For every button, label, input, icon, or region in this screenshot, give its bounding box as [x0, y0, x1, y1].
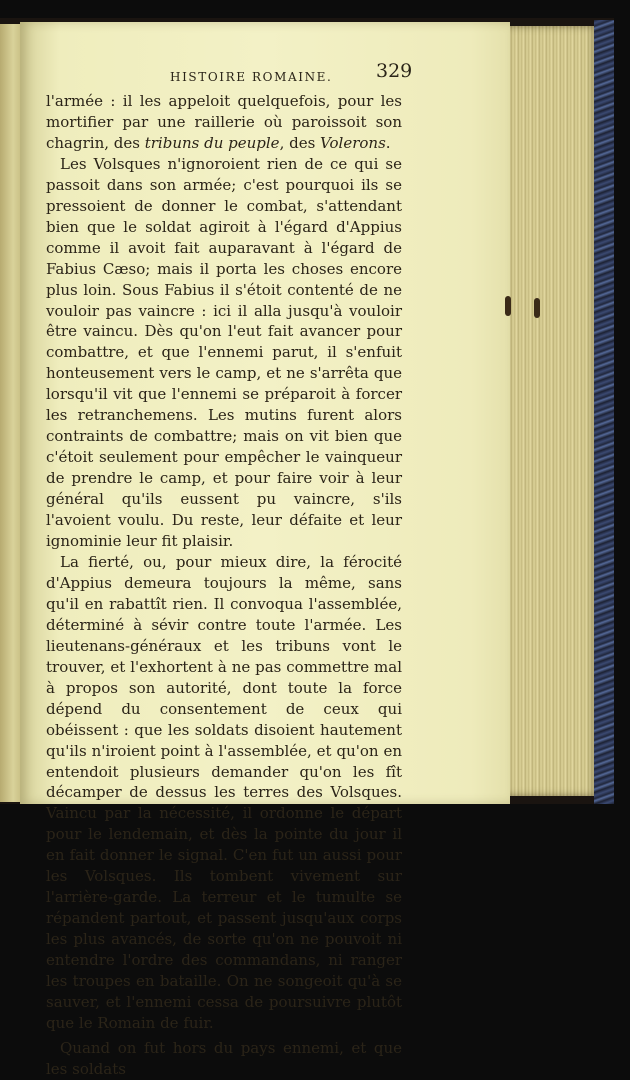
- paragraph-1-italic-volerons: Volerons: [320, 133, 386, 152]
- paragraph-1: [46, 91, 402, 154]
- paragraph-1-italic-tribuns: tribuns du peuple: [144, 133, 280, 152]
- page-number: 329: [376, 60, 413, 82]
- paragraph-4: Quand on fut hors du pays ennemi, et que les soldats: [46, 1038, 402, 1078]
- paragraph-1-text-c: .: [385, 133, 391, 152]
- page-edges: [506, 26, 598, 796]
- ink-stain: [505, 296, 511, 316]
- paragraph-1-text-a: l'armée : il les appeloit quelquefois, pour les mortifier par une raillerie où paroissoit son chagrin, des: [46, 92, 402, 152]
- page-text: [46, 91, 402, 1080]
- running-head: HISTOIRE ROMAINE.: [170, 70, 333, 84]
- paragraph-3: La fierté, ou, pour mieux dire, la férocité d'Appius demeura toujours la même, sans qu'il en rabattît rien. Il convoqua l'assemblée, déterminé à sévir contre toute l'armée. Les lieutenans-généraux et les tribuns vont le trouver, et l'exhortent à ne pas commettre mal à propos son autorité, dont toute la force dépend du consentement de ceux qui obéissent : que les soldats disoient hautement qu'ils n'iroient point à l'assemblée, et qu'on en entendoit plusieurs demander qu'on les fît décamper de dessus les terres des Volsques. Vaincu par la nécessité, il ordonne le départ pour le lendemain, et dès la pointe du jour il en fait donner le signal. C'en fut un aussi pour les Volsques. Ils tombent vivement sur l'arrière-garde. La terreur et le tumulte se répandent partout, et passent jusqu'aux corps les plus avancés, de sorte qu'on ne pouvoit ni entendre l'ordre des commandans, ni ranger les troupes en bataille. On ne songeoit qu'à se sauver, et l'ennemi cessa de poursuivre plutôt que le Romain de fuir.: [46, 552, 402, 1032]
- paragraph-1-text-b: , des: [279, 133, 321, 152]
- page-header: [20, 60, 510, 90]
- paragraph-2: Les Volsques n'ignoroient rien de ce qui se passoit dans son armée; c'est pourquoi ils se pressoient de donner le combat, s'attendant bien que le soldat agiroit à l'égard d'Appius comme il avoit fait auparavant à l'égard de Fabius Cæso; mais il porta les choses encore plus loin. Sous Fabius il s'étoit contenté de ne vouloir pas vaincre : ici il alla jusqu'à vouloir être vaincu. Dès qu'on l'eut fait avancer pour combattre, et que l'ennemi parut, il s'enfuit honteusement vers le camp, et ne s'arrêta que lorsqu'il vit que l'ennemi se préparoit à forcer les retranchemens. Les mutins furent alors contraints de combattre; mais on vit bien que c'étoit seulement pour empêcher le vainqueur de prendre le camp, et pour faire voir à leur général qu'ils eussent pu vaincre, s'ils l'avoient voulu. Du reste, leur défaite et leur ignominie leur fit plaisir.: [46, 154, 402, 551]
- marbled-cover-edge: [594, 20, 614, 804]
- ink-stain: [534, 298, 540, 318]
